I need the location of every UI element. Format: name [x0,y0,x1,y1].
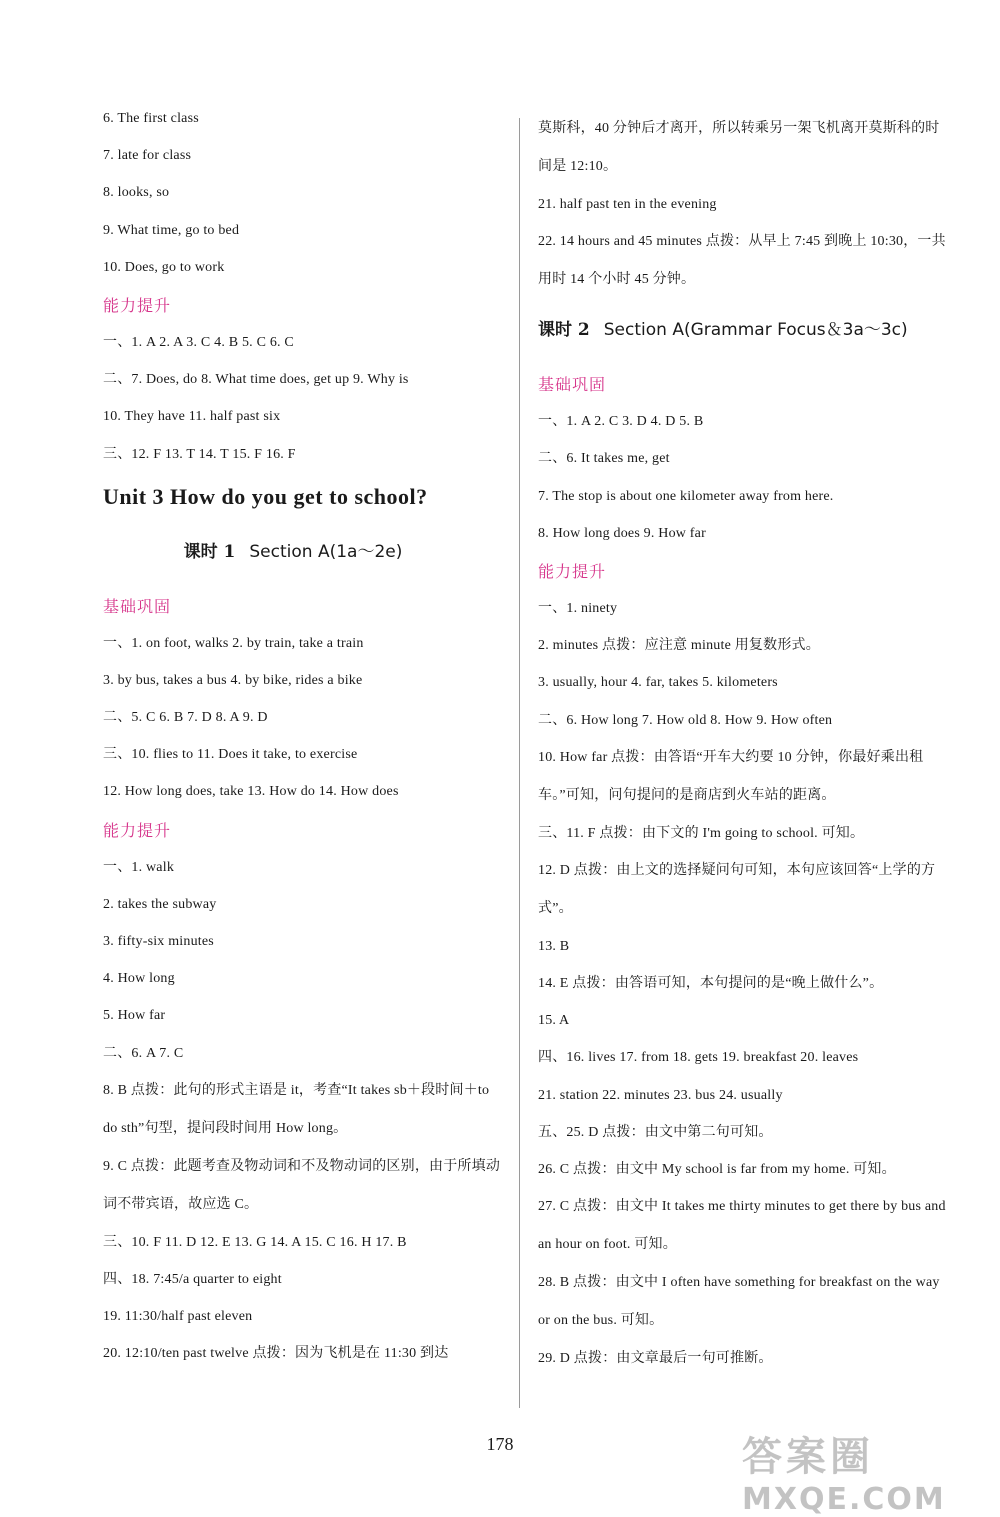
answer-line: 8. How long does 9. How far [538,525,706,541]
answer-line: 一、1. on foot, walks 2. by train, take a train [103,635,364,651]
answer-line: 12. How long does, take 13. How do 14. How does [103,784,399,800]
answer-line: 莫斯科，40 分钟后才离开，所以转乘另一架飞机离开莫斯科的时间是 12:10。 [538,121,940,174]
answer-line: 8. B 点拨：此句的形式主语是 it，考查“It takes sb＋段时间＋to do sth”句型，提问段时间用 How long。 [103,1082,490,1136]
answer-line: 27. C 点拨：由文中 It takes me thirty minutes to get there by bus and an hour on foot. 可知。 [538,1199,946,1253]
answer-line: 15. A [538,1013,570,1029]
answer-line: 12. D 点拨：由上文的选择疑问句可知，本句应该回答“上学的方式”。 [538,862,936,916]
answer-line: 21. station 22. minutes 23. bus 24. usually [538,1087,783,1103]
answer-line: 5. How far [103,1008,166,1024]
answer-line: 三、11. F 点拨：由下文的 I'm going to school. 可知。 [538,825,865,841]
answer-line: 9. What time, go to bed [103,222,240,238]
answer-line: 9. C 点拨：此题考查及物动词和不及物动词的区别，由于所填动词不带宾语，故应选 C。 [103,1158,501,1212]
answer-line: 一、1. A 2. C 3. D 4. D 5. B [538,414,704,430]
answer-line: 二、7. Does, do 8. What time does, get up 9. Why is [103,372,409,388]
answer-line: 一、1. walk [103,859,175,875]
answer-line: 二、6. It takes me, get [538,451,670,467]
answer-line: 二、6. A 7. C [103,1045,184,1061]
lesson-heading [103,541,503,563]
answer-line: 三、10. F 11. D 12. E 13. G 14. A 15. C 16. H 17. B [103,1234,407,1250]
answer-line: 2. takes the subway [103,896,217,912]
answer-line: 6. The first class [103,111,199,126]
answer-line: 14. E 点拨：由答语可知，本句提问的是“晚上做什么”。 [538,976,884,992]
left-column [103,110,503,1383]
answer-line: 2. minutes 点拨：应注意 minute 用复数形式。 [538,638,820,654]
column-divider [519,118,520,1408]
answer-line: 3. by bus, takes a bus 4. by bike, rides a bike [103,672,363,688]
answer-line: 一、1. A 2. A 3. C 4. B 5. C 6. C [103,334,294,350]
answer-line: 4. How long [103,971,175,987]
answer-line: 22. 14 hours and 45 minutes 点拨：从早上 7:45 到晚上 10:30，一共用时 14 个小时 45 分钟。 [538,234,946,288]
answer-line: 二、6. How long 7. How old 8. How 9. How often [538,712,833,728]
answer-line: 7. The stop is about one kilometer away from here. [538,488,834,504]
answer-line: 三、12. F 13. T 14. T 15. F 16. F [103,446,296,462]
answer-line: 13. B [538,938,570,954]
answer-line: 10. How far 点拨：由答语“开车大约要 10 分钟，你最好乘出租车。”可知，问句提问的是商店到火车站的距离。 [538,749,924,803]
answer-line: 四、16. lives 17. from 18. gets 19. breakfast 20. leaves [538,1050,859,1066]
watermark-bottom: MXQE.COM [742,1482,946,1517]
section-heading: 能力提升 [103,820,172,840]
lesson-title: Section A(Grammar Focus＆3a～3c) [603,320,908,341]
answer-line: 28. B 点拨：由文中 I often have something for breakfast on the way or on the bus. 可知。 [538,1275,940,1329]
answer-line: 3. usually, hour 4. far, takes 5. kilometers [538,675,778,691]
answer-line: 19. 11:30/half past eleven [103,1309,253,1325]
lesson-heading [538,319,948,341]
answer-line: 3. fifty-six minutes [103,934,214,949]
answer-line: 五、25. D 点拨：由文中第二句可知。 [538,1124,773,1140]
answer-line: 20. 12:10/ten past twelve 点拨：因为飞机是在 11:30 到达 [103,1346,449,1362]
watermark-logo [742,1425,992,1517]
answer-line: 26. C 点拨：由文中 My school is far from my home. 可知。 [538,1162,896,1177]
answer-line: 10. Does, go to work [103,259,225,275]
answer-line: 二、5. C 6. B 7. D 8. A 9. D [103,710,268,726]
answer-line: 7. late for class [103,148,192,164]
watermark-top: 答案圈 [742,1434,874,1480]
answer-line: 三、10. flies to 11. Does it take, to exercise [103,747,358,763]
page-number: 178 [486,1434,514,1454]
section-heading: 基础巩固 [103,596,172,616]
answer-line: 29. D 点拨：由文章最后一句可推断。 [538,1351,773,1367]
unit-title: Unit 3 How do you get to school? [103,483,428,509]
section-heading: 能力提升 [103,295,172,315]
answer-line: 21. half past ten in the evening [538,197,717,212]
section-heading: 基础巩固 [538,375,607,395]
answer-line: 8. looks, so [103,185,170,201]
lesson-title: Section A(1a～2e) [249,541,403,562]
answer-line: 10. They have 11. half past six [103,409,281,425]
section-heading: 能力提升 [538,561,607,581]
lesson-key: 课时 2 [538,320,590,341]
answer-line: 一、1. ninety [538,600,618,616]
lesson-key: 课时 1 [183,541,236,562]
right-column [538,110,948,1387]
answer-line: 四、18. 7:45/a quarter to eight [103,1271,282,1287]
